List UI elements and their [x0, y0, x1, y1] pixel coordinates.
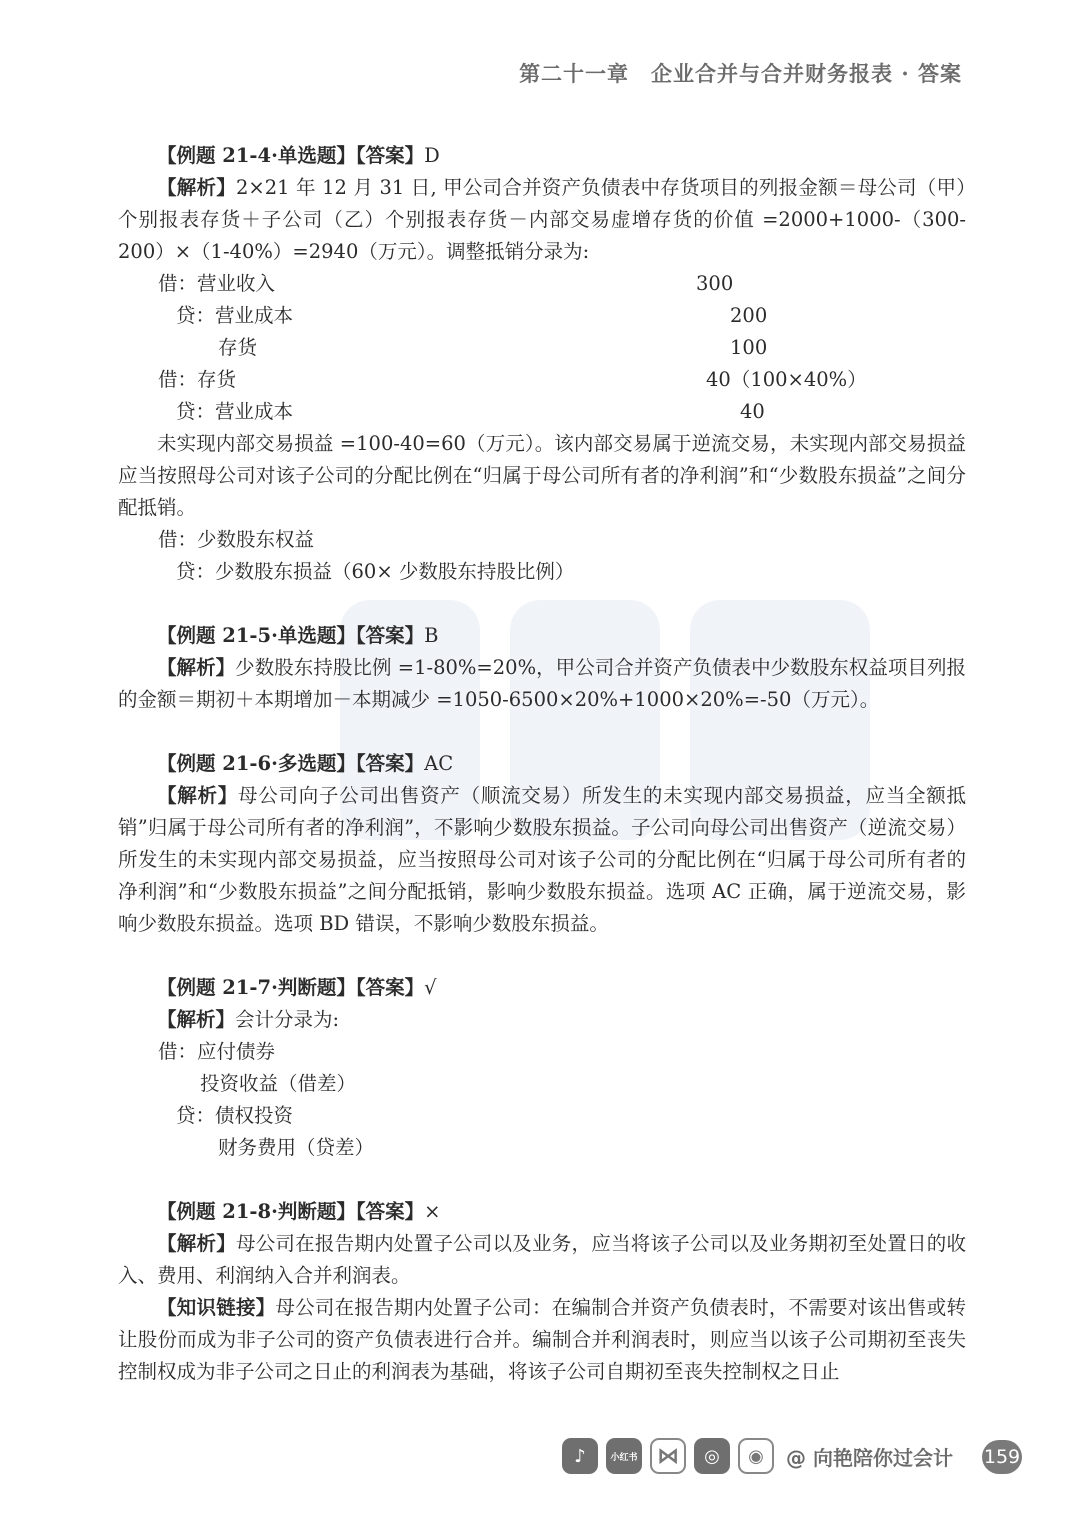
journal-entry-row: 贷：营业成本 40 — [176, 400, 765, 423]
page-header: 第二十一章 企业合并与合并财务报表 · 答案 — [519, 61, 962, 86]
answer-content — [118, 140, 966, 1388]
journal-entry-row: 借：应付债券 — [158, 1040, 276, 1063]
q8-knowledge-link: 【知识链接】母公司在报告期内处置子公司：在编制合并资产负债表时，不需要对该出售或转让股份而成为非子公司的资产负债表进行合并。编制合并利润表时，则应当以该子公司期初至丧失控制权成为非子公司之日止的利润表为基础，将该子公司自期初至丧失控制权之日止 — [118, 1296, 966, 1383]
q5-heading: 【例题 21-5·单选题】【答案】B — [157, 624, 439, 647]
journal-entry-row: 贷：债权投资 — [176, 1104, 294, 1127]
q6-analysis: 【解析】母公司向子公司出售资产（顺流交易）所发生的未实现内部交易损益，应当全额抵销”归属于母公司所有者的净利润”，不影响少数股东损益。子公司向母公司出售资产（逆流交易）所发生的未实现内部交易损益，应当按照母公司对该子公司的分配比例在“归属于母公司所有者的净利润”和“少数股东损益”之间分配抵销，影响少数股东损益。选项 AC 正确，属于逆流交易，影响少数股东损益。选项 BD 错误，不影响少数股东损益。 — [118, 784, 966, 935]
journal-entry-row: 贷：营业成本 200 — [176, 304, 768, 327]
q7-heading: 【例题 21-7·判断题】【答案】√ — [157, 976, 437, 999]
butterfly-icon[interactable]: ⋈ — [650, 1438, 686, 1474]
journal-entry-row: 存货 100 — [218, 336, 768, 359]
q8-heading: 【例题 21-8·判断题】【答案】× — [157, 1200, 441, 1223]
q4-heading: 【例题 21-4·单选题】【答案】D — [157, 144, 440, 167]
author-handle: @ 向艳陪你过会计 — [786, 1445, 953, 1470]
q4-explanation: 未实现内部交易损益 =100-40=60（万元）。该内部交易属于逆流交易，未实现内部交易损益应当按照母公司对该子公司的分配比例在“归属于母公司所有者的净利润”和“少数股东损益”之间分配抵销。 — [118, 432, 966, 519]
journal-entry-row: 投资收益（借差） — [200, 1072, 357, 1095]
q8-analysis: 【解析】母公司在报告期内处置子公司以及业务，应当将该子公司以及业务期初至处置日的收入、费用、利润纳入合并利润表。 — [118, 1232, 966, 1287]
journal-entry-row: 借：存货 40（100×40%） — [158, 368, 867, 391]
douyin-icon[interactable]: ♪ — [562, 1438, 598, 1474]
wechat-icon[interactable]: ◎ — [694, 1438, 730, 1474]
social-footer — [562, 1436, 953, 1476]
q5-analysis: 【解析】少数股东持股比例 =1-80%=20%，甲公司合并资产负债表中少数股东权益项目列报的金额＝期初＋本期增加－本期减少 =1050-6500×20%+1000×20%=-50（万元）。 — [118, 656, 966, 711]
journal-entry-row: 财务费用（贷差） — [218, 1136, 375, 1159]
q7-analysis: 【解析】会计分录为: — [157, 1008, 340, 1031]
xiaohongshu-icon[interactable]: 小红书 — [606, 1438, 642, 1474]
journal-entry-row: 贷：少数股东损益（60× 少数股东持股比例） — [176, 560, 575, 583]
weibo-icon[interactable]: ◉ — [738, 1438, 774, 1474]
q6-heading: 【例题 21-6·多选题】【答案】AC — [157, 752, 454, 775]
journal-entry-row: 借：少数股东权益 — [158, 528, 315, 551]
q4-analysis: 【解析】2×21 年 12 月 31 日, 甲公司合并资产负债表中存货项目的列报金额＝母公司（甲）个别报表存货＋子公司（乙）个别报表存货－内部交易虚增存货的价值 =2000+1000-（300-200）×（1-40%）=2940（万元）。调整抵销分录为: — [118, 176, 966, 263]
journal-entry-row: 借：营业收入 300 — [158, 272, 734, 295]
page-number: 159 — [982, 1440, 1022, 1474]
